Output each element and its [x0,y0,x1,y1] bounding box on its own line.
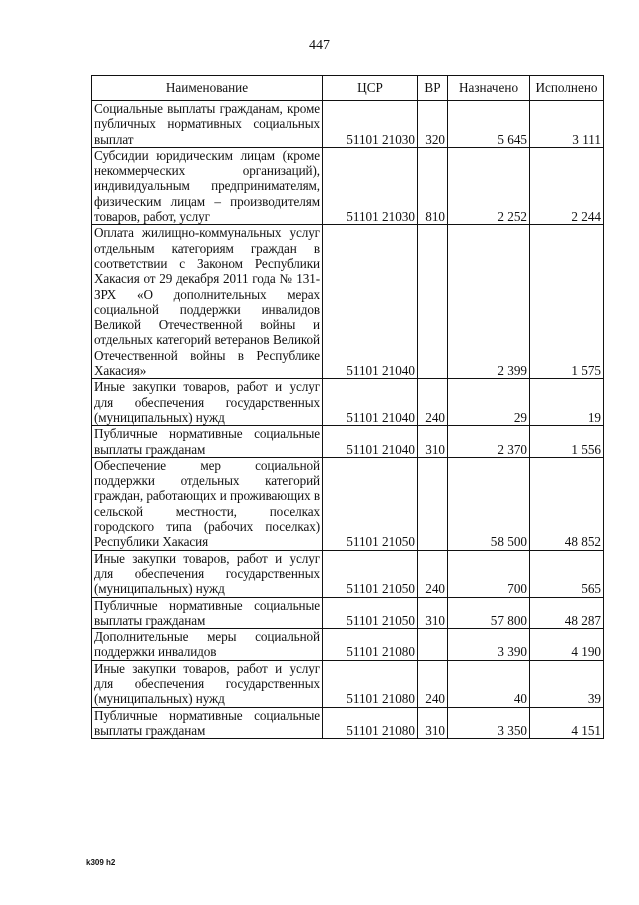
row-assigned-cell: 40 [448,660,530,707]
document-code: k309 h2 [86,858,116,867]
row-vr-cell: 320 [418,101,448,148]
header-assigned: Назначено [448,76,530,101]
row-vr-cell: 240 [418,550,448,597]
row-csr-cell: 51101 21080 [323,629,418,661]
row-csr-cell: 51101 21050 [323,597,418,629]
row-executed-cell: 3 111 [530,101,604,148]
row-executed-cell: 4 151 [530,707,604,739]
table-row [92,101,604,148]
row-assigned-cell: 3 350 [448,707,530,739]
row-executed-cell: 48 287 [530,597,604,629]
row-vr-cell [418,629,448,661]
row-name-cell: Иные закупки товаров, работ и услуг для обеспечения государственных (муниципальных) нужд [92,550,323,597]
row-name-cell: Субсидии юридическим лицам (кроме некоммерческих организаций), индивидуальным предпринимателям, физическим лицам – производителям товаров, работ, услуг [92,147,323,224]
row-vr-cell [418,457,448,550]
table-row [92,707,604,739]
table-row [92,457,604,550]
row-assigned-cell: 58 500 [448,457,530,550]
row-executed-cell: 4 190 [530,629,604,661]
row-executed-cell: 19 [530,379,604,426]
table-row [92,379,604,426]
budget-table [91,75,604,739]
row-assigned-cell: 3 390 [448,629,530,661]
row-assigned-cell: 2 252 [448,147,530,224]
row-vr-cell: 240 [418,379,448,426]
row-csr-cell: 51101 21080 [323,660,418,707]
row-vr-cell: 240 [418,660,448,707]
row-name-cell: Иные закупки товаров, работ и услуг для обеспечения государственных (муниципальных) нужд [92,660,323,707]
table-row [92,660,604,707]
row-name-cell: Публичные нормативные социальные выплаты гражданам [92,707,323,739]
row-csr-cell: 51101 21050 [323,457,418,550]
table-row [92,597,604,629]
row-assigned-cell: 2 370 [448,426,530,458]
row-vr-cell: 310 [418,707,448,739]
row-csr-cell: 51101 21040 [323,225,418,379]
row-vr-cell: 310 [418,597,448,629]
row-assigned-cell: 5 645 [448,101,530,148]
row-vr-cell: 810 [418,147,448,224]
row-executed-cell: 1 556 [530,426,604,458]
row-csr-cell: 51101 21040 [323,426,418,458]
row-assigned-cell: 57 800 [448,597,530,629]
table-row [92,629,604,661]
row-vr-cell [418,225,448,379]
table-body [92,101,604,739]
row-csr-cell: 51101 21080 [323,707,418,739]
row-csr-cell: 51101 21030 [323,147,418,224]
table-row [92,426,604,458]
header-executed: Исполнено [530,76,604,101]
row-csr-cell: 51101 21030 [323,101,418,148]
row-vr-cell: 310 [418,426,448,458]
table-row [92,147,604,224]
row-name-cell: Социальные выплаты гражданам, кроме публичных нормативных социальных выплат [92,101,323,148]
row-assigned-cell: 2 399 [448,225,530,379]
row-executed-cell: 2 244 [530,147,604,224]
header-vr: ВР [418,76,448,101]
row-name-cell: Дополнительные меры социальной поддержки инвалидов [92,629,323,661]
row-csr-cell: 51101 21040 [323,379,418,426]
header-csr: ЦСР [323,76,418,101]
row-assigned-cell: 700 [448,550,530,597]
row-name-cell: Публичные нормативные социальные выплаты гражданам [92,597,323,629]
table-header-row [92,76,604,101]
table-row [92,225,604,379]
row-csr-cell: 51101 21050 [323,550,418,597]
row-executed-cell: 565 [530,550,604,597]
row-name-cell: Иные закупки товаров, работ и услуг для обеспечения государственных (муниципальных) нужд [92,379,323,426]
row-assigned-cell: 29 [448,379,530,426]
header-name: Наименование [92,76,323,101]
row-name-cell: Оплата жилищно-коммунальных услуг отдельным категориям граждан в соответствии с Законом Республики Хакасия от 29 декабря 2011 года № 131-ЗРХ «О дополнительных мерах социальной поддержки инвалидов Великой Отечественной войны и отдельных категорий ветеранов Великой Отечественной войны в Республике Хакасия» [92,225,323,379]
row-executed-cell: 39 [530,660,604,707]
row-executed-cell: 1 575 [530,225,604,379]
row-executed-cell: 48 852 [530,457,604,550]
table-row [92,550,604,597]
row-name-cell: Публичные нормативные социальные выплаты гражданам [92,426,323,458]
row-name-cell: Обеспечение мер социальной поддержки отдельных категорий граждан, работающих и проживающих в сельской местности, поселках городского типа (рабочих поселках) Республики Хакасия [92,457,323,550]
page-number: 447 [309,38,330,53]
